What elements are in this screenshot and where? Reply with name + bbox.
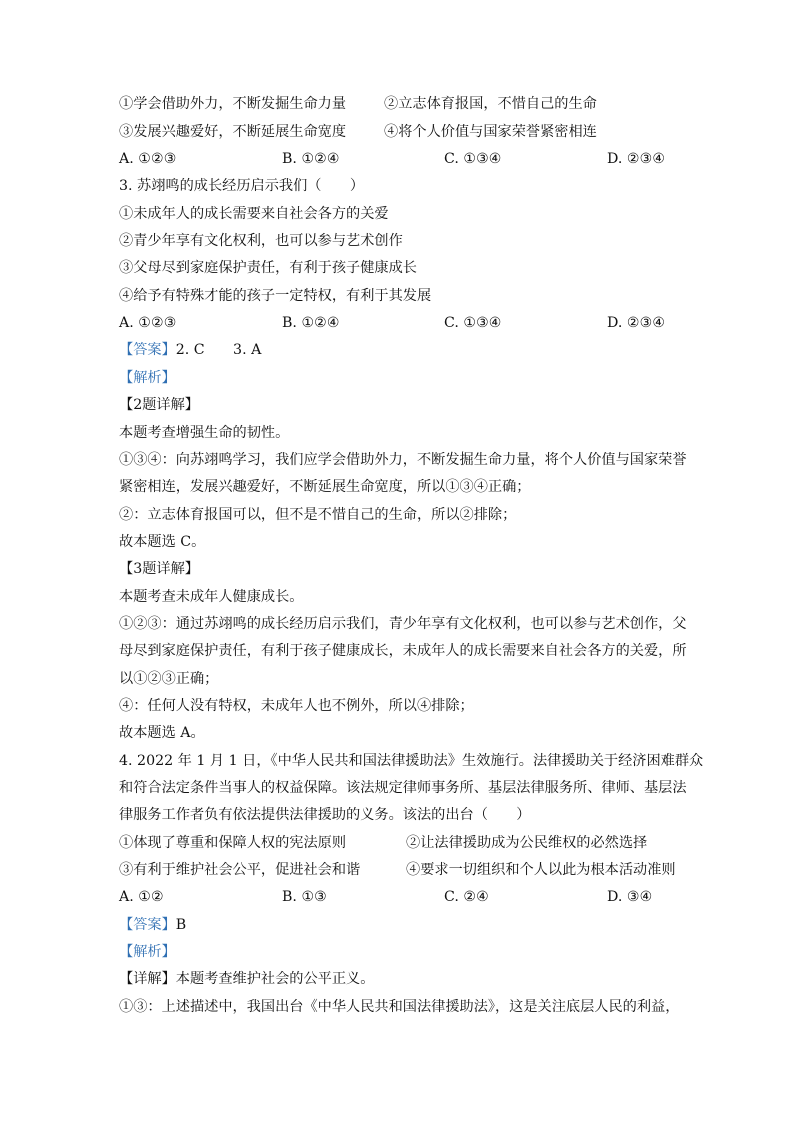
q3-choice-b: B. ①②④ [282,315,340,331]
detail-3-line-5: ④：任何人没有特权，未成年人也不例外，所以④排除； [119,698,474,714]
answer-4-row [119,915,186,935]
q2-option-4: ④将个人价值与国家荣誉紧密相连 [384,124,597,140]
q3-choice-a: A. ①②③ [119,315,177,331]
answer-label: 【答案】 [119,342,176,358]
detail-3-line-6: 故本题选 A。 [119,725,205,741]
detail-3-line-3: 母尽到家庭保护责任，有利于孩子健康成长，未成年人的成长需要来自社会各方的关爱，所 [119,643,687,659]
q2-option-3: ③发展兴趣爱好，不断延展生命宽度 [119,124,347,140]
detail-4-last-line: ①③：上述描述中，我国出台《中华人民共和国法律援助法》，这是关注底层人民的利益， [119,999,680,1015]
q3-choice-d: D. ②③④ [607,315,666,331]
detail-3-line-1: 本题考查未成年人健康成长。 [119,589,304,605]
q4-option-2: ②让法律援助成为公民维权的必然选择 [406,835,648,851]
q3-stem: 3. 苏翊鸣的成长经历启示我们（ ） [119,178,365,194]
detail-2-label: 【2题详解】 [119,397,199,413]
detail-3-label: 【3题详解】 [119,561,199,577]
detail-4-first-text: 本题考查维护社会的公平正义。 [175,971,375,987]
q3-item-3: ③父母尽到家庭保护责任，有利于孩子健康成长 [119,260,417,276]
detail-2-line-3: 紧密相连，发展兴趣爱好，不断延展生命宽度，所以①③④正确； [119,479,531,495]
q4-stem-line-3: 律服务工作者负有依法提供法律援助的义务。该法的出台（ ） [119,807,531,823]
detail-2-line-1: 本题考查增强生命的韧性。 [119,425,290,441]
detail-3-line-4: 以①②③正确； [119,671,219,687]
q4-option-1: ①体现了尊重和保障人权的宪法原则 [119,835,347,851]
q3-item-1: ①未成年人的成长需要来自社会各方的关爱 [119,206,389,222]
q4-choice-c: C. ②④ [444,889,489,905]
answer-value: 2. C 3. A [175,342,262,358]
q3-item-2: ②青少年享有文化权利，也可以参与艺术创作 [119,233,403,249]
q2-option-2: ②立志体育报国，不惜自己的生命 [384,96,597,112]
analysis-4-label: 【解析】 [119,944,176,960]
detail-2-line-2: ①③④：向苏翊鸣学习，我们应学会借助外力，不断发掘生命力量，将个人价值与国家荣誉 [119,452,687,468]
q2-option-1: ①学会借助外力，不断发掘生命力量 [119,96,347,112]
q4-option-4: ④要求一切组织和个人以此为根本活动准则 [406,862,676,878]
q2-choice-d: D. ②③④ [607,151,666,167]
answer-23-row [119,340,261,360]
answer-4-label: 【答案】 [119,917,176,933]
q2-choice-a: A. ①②③ [119,151,177,167]
q4-choice-a: A. ①② [119,889,164,905]
q2-choice-c: C. ①③④ [444,151,502,167]
q4-choice-d: D. ③④ [607,889,653,905]
detail-4-first-line [119,969,374,989]
detail-3-line-2: ①②③：通过苏翊鸣的成长经历启示我们，青少年享有文化权利，也可以参与艺术创作，父 [119,616,687,632]
answer-4-value: B [175,917,187,933]
q2-choice-b: B. ①②④ [282,151,340,167]
q4-stem-line-2: 和符合法定条件当事人的权益保障。该法规定律师事务所、基层法律服务所、律师、基层法 [119,780,687,796]
q3-choice-c: C. ①③④ [444,315,502,331]
q4-stem-line-1: 4. 2022 年 1 月 1 日，《中华人民共和国法律援助法》生效施行。法律援助关于经济困难群众 [119,753,704,769]
analysis-label: 【解析】 [119,370,176,386]
detail-2-line-4: ②：立志体育报国可以，但不是不惜自己的生命，所以②排除； [119,507,517,523]
detail-2-line-5: 故本题选 C。 [119,534,206,550]
q4-option-3: ③有利于维护社会公平，促进社会和谐 [119,862,361,878]
q3-item-4: ④给予有特殊才能的孩子一定特权，有利于其发展 [119,288,432,304]
detail-4-label: 【详解】 [119,971,176,987]
q4-choice-b: B. ①③ [282,889,327,905]
